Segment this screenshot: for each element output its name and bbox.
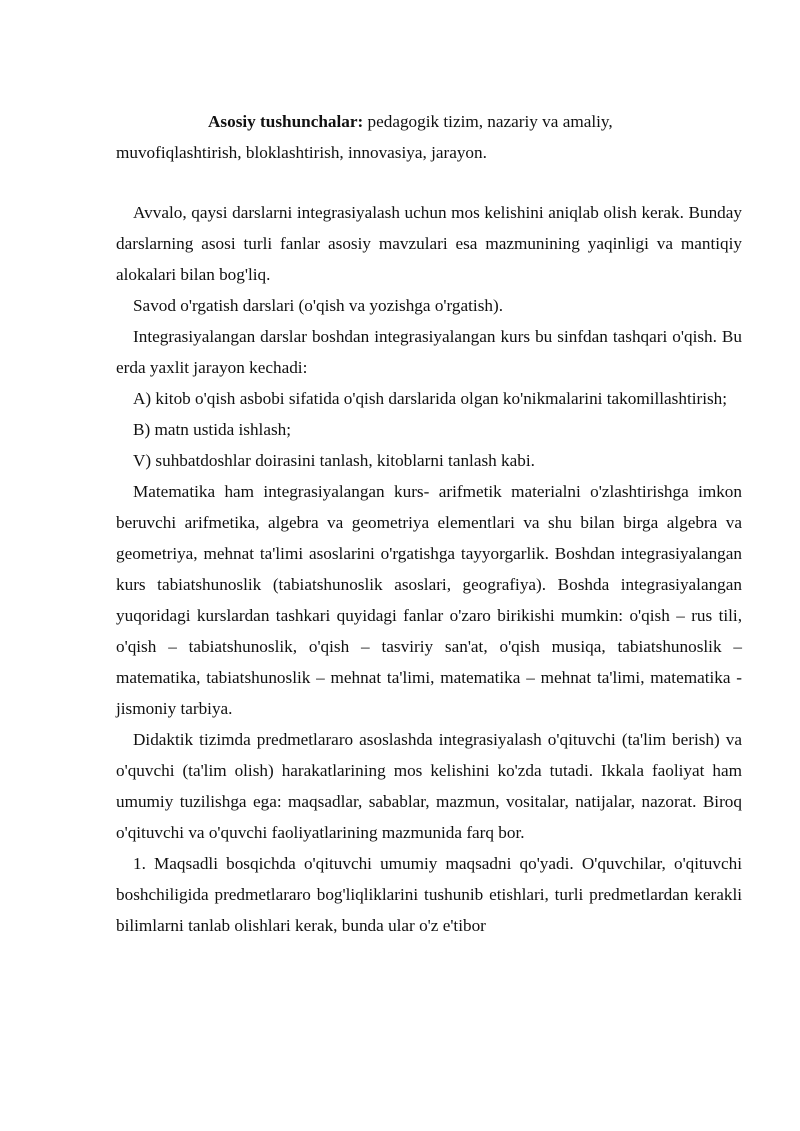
key-concepts-label: Asosiy tushunchalar: (208, 112, 364, 131)
paragraph-2: Savod o'rgatish darslari (o'qish va yozishga o'rgatish). (133, 296, 504, 315)
key-concepts-text: pedagogik tizim, nazariy va amaliy, muvofiqlashtirish, bloklashtirish, innovasiya, jarayon. (116, 112, 613, 162)
document-body (116, 106, 742, 941)
key-concepts-paragraph (116, 106, 742, 168)
list-item-v: V) suhbatdoshlar doirasini tanlash, kitoblarni tanlash kabi. (133, 451, 535, 470)
paragraph-mathematics: Matematika ham integrasiyalangan kurs- arifmetik materialni o'zlashtirishga imkon beruvchi arifmetika, algebra va geometriya elementlari va shu bilan birga algebra va geometriya, mehnat ta'limi asoslarini o'rgatishga tayyorgarlik. Boshdan integrasiyalangan kurs tabiatshunoslik (tabiatshunoslik asoslari, geografiya). Boshda integrasiyalangan yuqoridagi kurslardan tashkari quyidagi fanlar o'zaro birikishi mumkin: o'qish – rus tili, o'qish – tabiatshunoslik, o'qish – tasviriy san'at, o'qish musiqa, tabiatshunoslik – matematika, tabiatshunoslik – mehnat ta'limi, matematika – mehnat ta'limi, matematika - jismoniy tarbiya. (116, 482, 742, 718)
paragraph-spacer (116, 168, 742, 197)
paragraph-stage-1: 1. Maqsadli bosqichda o'qituvchi umumiy maqsadni qo'yadi. O'quvchilar, o'qituvchi boshchiligida predmetlararo bog'liqliklarini tushunib etishlari, turli predmetlardan kerakli bilimlarni tanlab olishlari kerak, bunda ular o'z e'tibor (116, 854, 742, 935)
paragraph-1: Avvalo, qaysi darslarni integrasiyalash uchun mos kelishini aniqlab olish kerak. Bunday darslarning asosi turli fanlar asosiy mavzulari esa mazmunining yaqinligi va mantiqiy alokalari bilan bog'liq. (116, 203, 742, 284)
paragraph-3: Integrasiyalangan darslar boshdan integrasiyalangan kurs bu sinfdan tashqari o'qish. Bu erda yaxlit jarayon kechadi: (116, 327, 742, 377)
paragraph-didactic: Didaktik tizimda predmetlararo asoslashda integrasiyalash o'qituvchi (ta'lim berish) va o'quvchi (ta'lim olish) harakatlarining mos kelishini ko'zda tutadi. Ikkala faoliyat ham umumiy tuzilishga ega: maqsadlar, sabablar, mazmun, vositalar, natijalar, nazorat. Biroq o'qituvchi va o'quvchi faoliyatlarining mazmunida farq bor. (116, 730, 742, 842)
list-item-a: A) kitob o'qish asbobi sifatida o'qish darslarida olgan ko'nikmalarini takomillashtirish; (133, 389, 728, 408)
list-item-b: B) matn ustida ishlash; (133, 420, 292, 439)
